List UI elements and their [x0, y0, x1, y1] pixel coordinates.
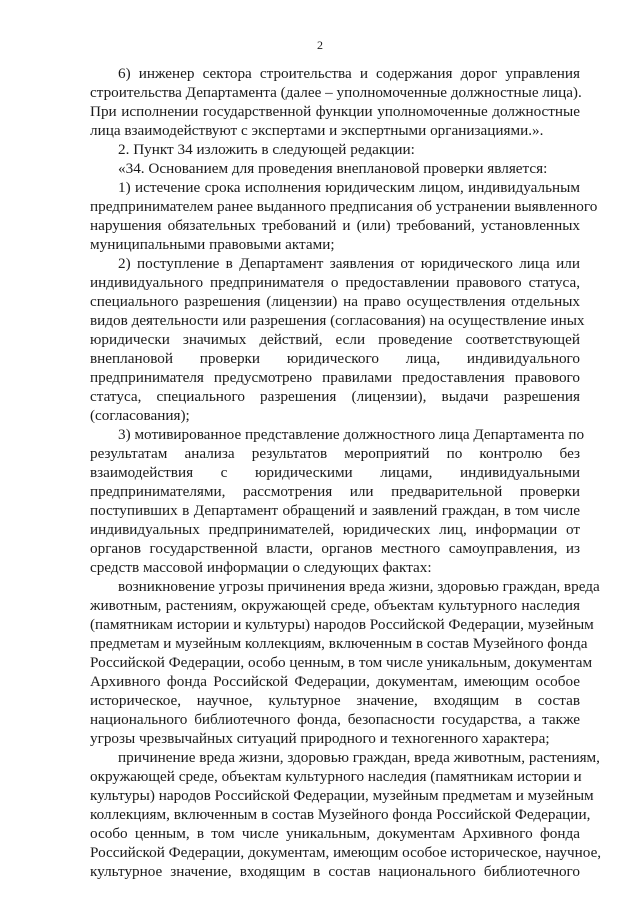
text-line: коллекциям, включенным в состав Музейного фонда Российской Федерации,	[90, 806, 591, 823]
page-number: 2	[317, 38, 323, 52]
text-line: окружающей среде, объектам культурного наследия (памятникам истории и	[90, 768, 582, 785]
paragraph-subitem-2	[90, 254, 585, 425]
paragraph-item-6	[90, 64, 580, 140]
text-line: предпринимателем ранее выданного предписания об устранении выявленного	[90, 198, 598, 215]
text-line: 6) инженер сектора строительства и содержания дорог управления	[118, 65, 580, 82]
text-line: строительства Департамента (далее – уполномоченные должностные лица).	[90, 84, 582, 101]
text-line: юридически значимых действий, если проведение соответствующей	[90, 331, 580, 348]
text-line: муниципальными правовыми актами;	[90, 236, 335, 253]
text-line: историческое, научное, культурное значение, входящим в состав	[90, 692, 580, 709]
text-line: предпринимателями, рассмотрения или предварительной проверки	[90, 483, 580, 500]
text-line: культурное значение, входящим в состав национального библиотечного	[90, 863, 580, 880]
text-line: При исполнении государственной функции уполномоченные должностные	[90, 103, 580, 120]
text-line: «34. Основанием для проведения внеплановой проверки является:	[118, 160, 548, 177]
paragraph-threat-of-harm	[90, 577, 600, 748]
paragraph-item-34	[90, 159, 580, 178]
text-line: внеплановой проверки юридического лица, индивидуального	[90, 350, 580, 367]
text-line: 2. Пункт 34 изложить в следующей редакции:	[118, 141, 415, 158]
text-line: Российской Федерации, документам, имеющим особое историческое, научное,	[90, 844, 602, 861]
text-line: 1) истечение срока исполнения юридическим лицом, индивидуальным	[118, 179, 580, 196]
text-line: предпринимателя предусмотрено правилами предоставления правового	[90, 369, 580, 386]
text-line: причинение вреда жизни, здоровью граждан, вреда животным, растениям,	[118, 749, 600, 766]
text-line: Российской Федерации, особо ценным, в том числе уникальным, документам	[90, 654, 593, 671]
text-line: (согласования);	[90, 407, 190, 424]
text-line: предметам и музейным коллекциям, включенным в состав Музейного фонда	[90, 635, 588, 652]
paragraph-subitem-1	[90, 178, 598, 254]
text-line: национального библиотечного фонда, безопасности государства, а также	[90, 711, 580, 728]
text-line: (памятникам истории и культуры) народов Российской Федерации, музейным	[90, 616, 594, 633]
text-line: 2) поступление в Департамент заявления от юридического лица или	[118, 255, 580, 272]
paragraph-amendment-2	[90, 140, 580, 159]
text-line: взаимодействия с юридическими лицами, индивидуальными	[90, 464, 580, 481]
text-line: поступивших в Департамент обращений и заявлений граждан, в том числе	[90, 502, 580, 519]
text-line: угрозы чрезвычайных ситуаций природного и техногенного характера;	[90, 730, 550, 747]
text-line: органов государственной власти, органов местного самоуправления, из	[90, 540, 580, 557]
text-line: индивидуального предпринимателя о предоставлении правового статуса,	[90, 274, 580, 291]
text-line: культуры) народов Российской Федерации, музейным предметам и музейным	[90, 787, 594, 804]
text-line: результатам анализа результатов мероприятий по контролю без	[90, 445, 580, 462]
text-line: специального разрешения (лицензии) на право осуществления отдельных	[90, 293, 580, 310]
text-line: статуса, специального разрешения (лицензии), выдачи разрешения	[90, 388, 580, 405]
text-line: животным, растениям, окружающей среде, объектам культурного наследия	[90, 597, 580, 614]
text-line: видов деятельности или разрешения (согласования) на осуществление иных	[90, 312, 585, 329]
text-line: нарушения обязательных требований и (или) требований, установленных	[90, 217, 580, 234]
paragraph-subitem-3	[90, 425, 585, 577]
text-line: лица взаимодействуют с экспертами и экспертными организациями.».	[90, 122, 544, 139]
text-line: средств массовой информации о следующих фактах:	[90, 559, 432, 576]
paragraph-causing-harm	[90, 748, 602, 881]
document-body	[90, 64, 602, 881]
text-line: особо ценным, в том числе уникальным, документам Архивного фонда	[90, 825, 580, 842]
text-line: Архивного фонда Российской Федерации, документам, имеющим особое	[90, 673, 580, 690]
text-line: возникновение угрозы причинения вреда жизни, здоровью граждан, вреда	[118, 578, 600, 595]
text-line: 3) мотивированное представление должностного лица Департамента по	[118, 426, 585, 443]
text-line: индивидуальных предпринимателей, юридических лиц, информации от	[90, 521, 580, 538]
